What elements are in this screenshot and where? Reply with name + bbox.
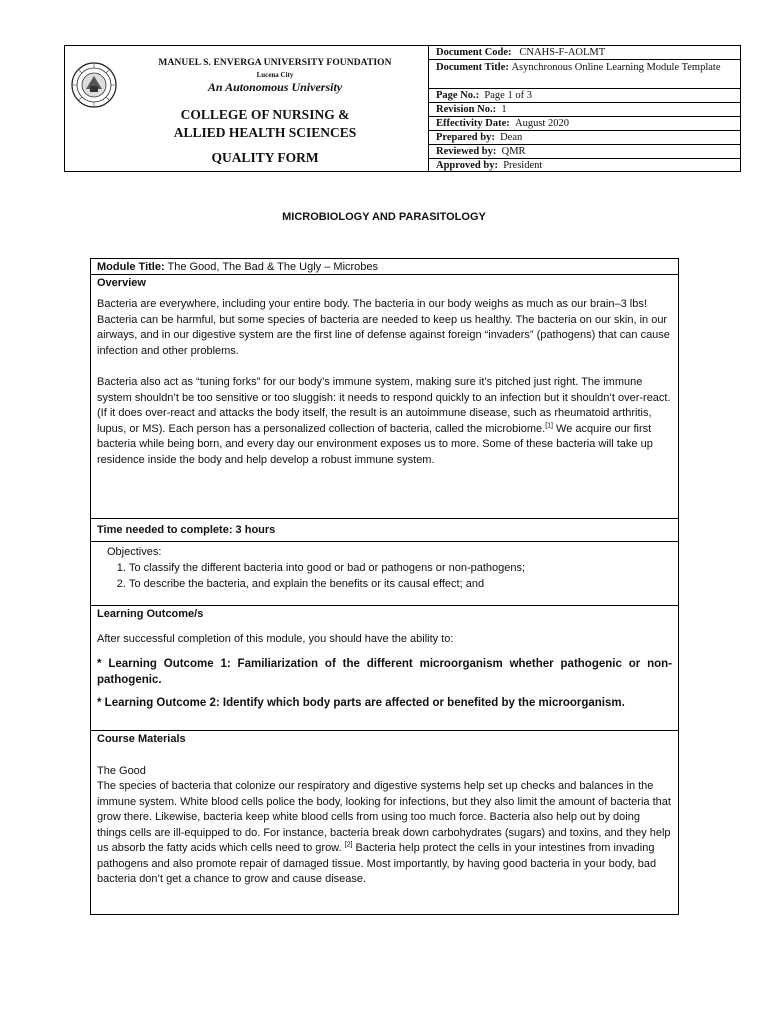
college-line-1: COLLEGE OF NURSING & — [180, 107, 350, 122]
university-seal-icon — [71, 62, 117, 108]
page-title: MICROBIOLOGY AND PARASITOLOGY — [282, 211, 486, 223]
module-table — [90, 258, 679, 915]
meta-revision: Revision No.: 1 — [429, 103, 740, 117]
document-header — [64, 45, 741, 172]
learning-outcomes-intro: After successful completion of this module, you should have the ability to: — [97, 633, 454, 645]
learning-outcomes-section — [91, 606, 678, 730]
overview-heading: Overview — [97, 277, 146, 289]
document-meta-panel — [429, 46, 740, 171]
meta-effectivity-date: Effectivity Date: August 2020 — [429, 117, 740, 131]
time-needed: Time needed to complete: 3 hours — [97, 524, 276, 536]
university-city: Lucena City — [256, 71, 294, 79]
overview-paragraph-1: Bacteria are everywhere, including your entire body. The bacteria in our body weighs as much as our brain–3 lbs! Bacteria can be harmful, but some species of bacteria are needed to keep us healthy. The bacteria on our skin, in our airways, and in our digestive system are the first line of defense against foreign “invaders” (pathogens) that can cause infection and other problems. — [97, 298, 670, 357]
reference-2: [2] — [344, 841, 353, 849]
meta-document-code: Document Code: CNAHS-F-AOLMT — [429, 46, 740, 60]
meta-approved-by: Approved by: President — [436, 160, 543, 171]
learning-outcomes-heading: Learning Outcome/s — [97, 608, 204, 620]
meta-page-number: Page No.: Page 1 of 3 — [429, 89, 740, 103]
objectives-label: Objectives: — [107, 546, 162, 558]
objective-item: 2. To describe the bacteria, and explain the benefits or its causal effect; and — [129, 576, 672, 592]
module-title-row: Module Title: The Good, The Bad & The Ugly – Microbes — [97, 261, 379, 273]
meta-reviewed-by: Reviewed by: QMR — [429, 145, 740, 159]
learning-outcome-2: * Learning Outcome 2: Identify which body parts are affected or benefited by the microorganism. — [97, 696, 625, 709]
objective-item: 1. To classify the different bacteria into good or bad or pathogens or non-pathogens; — [129, 560, 672, 576]
meta-document-title: Document Title: Asynchronous Online Learning Module Template — [429, 60, 740, 89]
university-name: MANUEL S. ENVERGA UNIVERSITY FOUNDATION — [158, 58, 392, 68]
course-materials-heading: Course Materials — [97, 733, 186, 745]
course-materials-paragraph: The species of bacteria that colonize our respiratory and digestive systems help set up checks and balances in the immune system. White blood cells police the body, looking for infections, but they also limit the amount of bacteria that grow there. Likewise, bacteria keep white blood cells from using too much force. Bacteria also help out by doing things cells are ill-equipped to do. For instance, bacteria break down carbohydrates (sugars) and toxins, and they help us absorb the fatty acids which cells need to grow. [2] Bacteria help protect the cells in your intestines from invading pathogens and also promote repair of damaged tissue. Most importantly, by having good bacteria in your body, bad bacteria don’t get a chance to grow and cause disease. — [97, 780, 671, 885]
overview-section — [91, 275, 678, 518]
overview-paragraph-2: Bacteria also act as “tuning forks” for our body’s immune system, making sure it’s pitched just right. The immune system shouldn’t be too sensitive or too sluggish: it needs to respond quickly to an infection but it shouldn’t over-react. (If it does over-react and attacks the body itself, the result is an autoimmune disease, such as rheumatoid arthritis, lupus, or MS). Each person has a personalized collection of bacteria, called the microbiome.[1] We acquire our first bacteria while being born, and every day our environment exposes us to more. Some of these bacteria will take up residence inside the body and help develop a robust immune system. — [97, 376, 671, 466]
college-line-2: ALLIED HEALTH SCIENCES — [173, 125, 357, 140]
college-name — [115, 106, 415, 142]
form-type: QUALITY FORM — [211, 150, 319, 165]
institution-panel — [65, 46, 429, 171]
reference-1: [1] — [545, 421, 553, 429]
objectives-section — [91, 542, 678, 605]
course-materials-section — [91, 731, 678, 914]
meta-prepared-by: Prepared by: Dean — [429, 131, 740, 145]
objectives-list — [107, 560, 672, 592]
learning-outcome-1: * Learning Outcome 1: Familiarization of the different microorganism whether pathogenic or non-pathogenic. — [97, 657, 672, 686]
university-tagline: An Autonomous University — [207, 80, 343, 94]
course-materials-subheading: The Good — [97, 765, 146, 777]
